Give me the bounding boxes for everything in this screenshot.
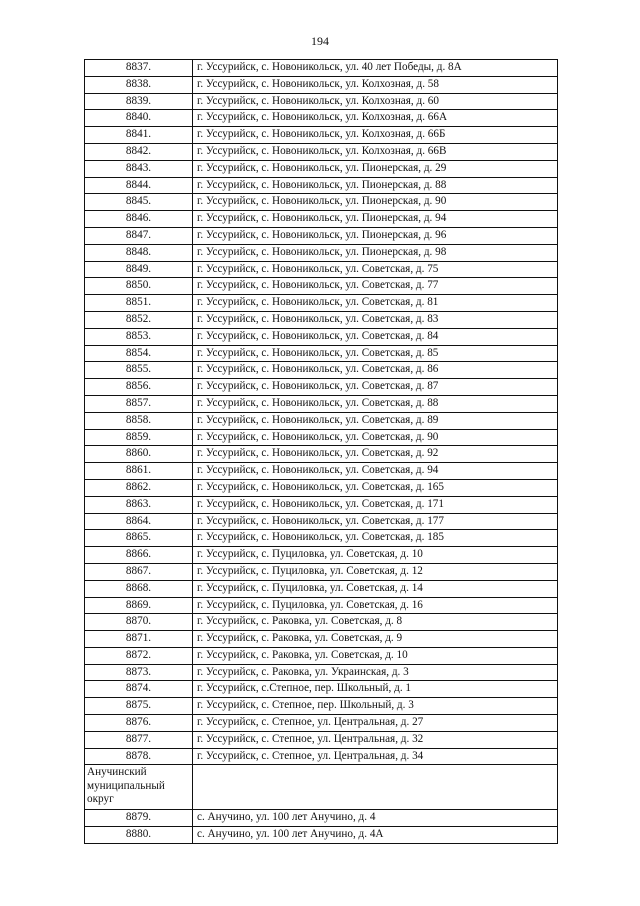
row-address: г. Уссурийск, с. Раковка, ул. Советская, д. 10 [193, 647, 558, 664]
row-address: г. Уссурийск, с. Пуциловка, ул. Советская, д. 12 [193, 563, 558, 580]
row-address: г. Уссурийск, с. Новоникольск, ул. Пионерская, д. 94 [193, 211, 558, 228]
table-row [85, 597, 558, 614]
table-row [85, 160, 558, 177]
row-address: г. Уссурийск, с. Пуциловка, ул. Советская, д. 16 [193, 597, 558, 614]
row-address: г. Уссурийск, с. Пуциловка, ул. Советская, д. 10 [193, 547, 558, 564]
row-number: 8857. [85, 395, 193, 412]
address-table-body-b [85, 809, 558, 843]
row-address: г. Уссурийск, с. Новоникольск, ул. Советская, д. 75 [193, 261, 558, 278]
table-row [85, 379, 558, 396]
row-address: г. Уссурийск, с. Новоникольск, ул. Советская, д. 83 [193, 311, 558, 328]
table-row [85, 412, 558, 429]
table-row [85, 227, 558, 244]
row-number: 8872. [85, 647, 193, 664]
table-row [85, 261, 558, 278]
table-row [85, 698, 558, 715]
row-number: 8862. [85, 479, 193, 496]
address-table-body-a [85, 60, 558, 765]
table-row [85, 345, 558, 362]
table-row [85, 60, 558, 77]
row-address: г. Уссурийск, с. Новоникольск, ул. Советская, д. 94 [193, 463, 558, 480]
table-row [85, 362, 558, 379]
row-address: г. Уссурийск, с. Новоникольск, ул. Советская, д. 77 [193, 278, 558, 295]
row-number: 8847. [85, 227, 193, 244]
row-address: г. Уссурийск, с.Степное, пер. Школьный, д. 1 [193, 681, 558, 698]
page-number: 194 [311, 34, 329, 48]
row-address: г. Уссурийск, с. Степное, ул. Центральная, д. 27 [193, 715, 558, 732]
row-address: г. Уссурийск, с. Новоникольск, ул. Колхозная, д. 66Б [193, 127, 558, 144]
row-number: 8850. [85, 278, 193, 295]
row-address: г. Уссурийск, с. Новоникольск, ул. Советская, д. 88 [193, 395, 558, 412]
section-empty-cell [193, 765, 558, 810]
row-number: 8849. [85, 261, 193, 278]
row-number: 8863. [85, 496, 193, 513]
table-row [85, 580, 558, 597]
row-number: 8858. [85, 412, 193, 429]
row-address: г. Уссурийск, с. Новоникольск, ул. Колхозная, д. 66А [193, 110, 558, 127]
row-address: г. Уссурийск, с. Новоникольск, ул. Советская, д. 86 [193, 362, 558, 379]
row-number: 8848. [85, 244, 193, 261]
table-row [85, 826, 558, 843]
row-address: г. Уссурийск, с. Новоникольск, ул. Колхозная, д. 66В [193, 143, 558, 160]
row-number: 8870. [85, 614, 193, 631]
table-row [85, 143, 558, 160]
row-address: г. Уссурийск, с. Новоникольск, ул. Пионерская, д. 88 [193, 177, 558, 194]
row-address: г. Уссурийск, с. Новоникольск, ул. Советская, д. 81 [193, 295, 558, 312]
row-number: 8878. [85, 748, 193, 765]
row-number: 8875. [85, 698, 193, 715]
table-row [85, 211, 558, 228]
row-number: 8837. [85, 60, 193, 77]
row-number: 8874. [85, 681, 193, 698]
row-address: г. Уссурийск, с. Степное, ул. Центральная, д. 34 [193, 748, 558, 765]
row-number: 8853. [85, 328, 193, 345]
row-number: 8867. [85, 563, 193, 580]
row-number: 8873. [85, 664, 193, 681]
row-address: г. Уссурийск, с. Новоникольск, ул. Советская, д. 89 [193, 412, 558, 429]
table-row [85, 731, 558, 748]
row-number: 8856. [85, 379, 193, 396]
row-address: г. Уссурийск, с. Раковка, ул. Советская, д. 8 [193, 614, 558, 631]
row-number: 8866. [85, 547, 193, 564]
table-row [85, 614, 558, 631]
row-number: 8854. [85, 345, 193, 362]
row-address: г. Уссурийск, с. Пуциловка, ул. Советская, д. 14 [193, 580, 558, 597]
row-address: г. Уссурийск, с. Раковка, ул. Украинская, д. 3 [193, 664, 558, 681]
row-number: 8852. [85, 311, 193, 328]
row-address: г. Уссурийск, с. Новоникольск, ул. Советская, д. 171 [193, 496, 558, 513]
table-row [85, 76, 558, 93]
table-row [85, 328, 558, 345]
row-number: 8865. [85, 530, 193, 547]
table-row [85, 110, 558, 127]
row-address: г. Уссурийск, с. Новоникольск, ул. Советская, д. 85 [193, 345, 558, 362]
row-number: 8871. [85, 631, 193, 648]
row-number: 8855. [85, 362, 193, 379]
row-address: г. Уссурийск, с. Новоникольск, ул. 40 лет Победы, д. 8А [193, 60, 558, 77]
row-address: г. Уссурийск, с. Новоникольск, ул. Советская, д. 87 [193, 379, 558, 396]
row-number: 8879. [85, 809, 193, 826]
row-address: г. Уссурийск, с. Новоникольск, ул. Советская, д. 165 [193, 479, 558, 496]
table-row [85, 809, 558, 826]
row-address: г. Уссурийск, с. Новоникольск, ул. Пионерская, д. 98 [193, 244, 558, 261]
row-number: 8842. [85, 143, 193, 160]
row-address: г. Уссурийск, с. Новоникольск, ул. Колхозная, д. 58 [193, 76, 558, 93]
table-row [85, 715, 558, 732]
address-table [84, 59, 558, 844]
row-address: г. Уссурийск, с. Новоникольск, ул. Советская, д. 177 [193, 513, 558, 530]
row-address: г. Уссурийск, с. Новоникольск, ул. Советская, д. 185 [193, 530, 558, 547]
table-row [85, 563, 558, 580]
row-address: г. Уссурийск, с. Новоникольск, ул. Пионерская, д. 96 [193, 227, 558, 244]
table-row [85, 244, 558, 261]
row-address: г. Уссурийск, с. Новоникольск, ул. Колхозная, д. 60 [193, 93, 558, 110]
table-row [85, 93, 558, 110]
table-row [85, 681, 558, 698]
row-address: с. Анучино, ул. 100 лет Анучино, д. 4А [193, 826, 558, 843]
row-address: г. Уссурийск, с. Степное, пер. Школьный, д. 3 [193, 698, 558, 715]
table-row [85, 311, 558, 328]
row-address: г. Уссурийск, с. Новоникольск, ул. Пионерская, д. 29 [193, 160, 558, 177]
table-row [85, 513, 558, 530]
table-row [85, 530, 558, 547]
row-number: 8844. [85, 177, 193, 194]
row-number: 8841. [85, 127, 193, 144]
row-number: 8864. [85, 513, 193, 530]
table-row [85, 547, 558, 564]
section-row [85, 765, 558, 810]
row-number: 8845. [85, 194, 193, 211]
row-address: г. Уссурийск, с. Новоникольск, ул. Советская, д. 84 [193, 328, 558, 345]
table-row [85, 647, 558, 664]
table-row [85, 479, 558, 496]
row-address: г. Уссурийск, с. Раковка, ул. Советская, д. 9 [193, 631, 558, 648]
table-row [85, 664, 558, 681]
table-row [85, 463, 558, 480]
table-row [85, 177, 558, 194]
row-number: 8840. [85, 110, 193, 127]
row-number: 8846. [85, 211, 193, 228]
row-number: 8861. [85, 463, 193, 480]
row-number: 8851. [85, 295, 193, 312]
row-number: 8859. [85, 429, 193, 446]
row-address: г. Уссурийск, с. Новоникольск, ул. Советская, д. 92 [193, 446, 558, 463]
row-number: 8868. [85, 580, 193, 597]
section-group [85, 765, 558, 810]
table-row [85, 631, 558, 648]
row-number: 8843. [85, 160, 193, 177]
row-number: 8860. [85, 446, 193, 463]
table-row [85, 278, 558, 295]
row-address: с. Анучино, ул. 100 лет Анучино, д. 4 [193, 809, 558, 826]
table-row [85, 194, 558, 211]
table-row [85, 395, 558, 412]
row-number: 8880. [85, 826, 193, 843]
row-number: 8877. [85, 731, 193, 748]
table-row [85, 748, 558, 765]
section-heading: Анучинский муниципальный округ [85, 765, 193, 810]
row-address: г. Уссурийск, с. Новоникольск, ул. Советская, д. 90 [193, 429, 558, 446]
table-row [85, 446, 558, 463]
table-row [85, 295, 558, 312]
row-address: г. Уссурийск, с. Степное, ул. Центральная, д. 32 [193, 731, 558, 748]
row-address: г. Уссурийск, с. Новоникольск, ул. Пионерская, д. 90 [193, 194, 558, 211]
row-number: 8838. [85, 76, 193, 93]
row-number: 8839. [85, 93, 193, 110]
row-number: 8869. [85, 597, 193, 614]
table-row [85, 127, 558, 144]
table-row [85, 429, 558, 446]
table-row [85, 496, 558, 513]
row-number: 8876. [85, 715, 193, 732]
